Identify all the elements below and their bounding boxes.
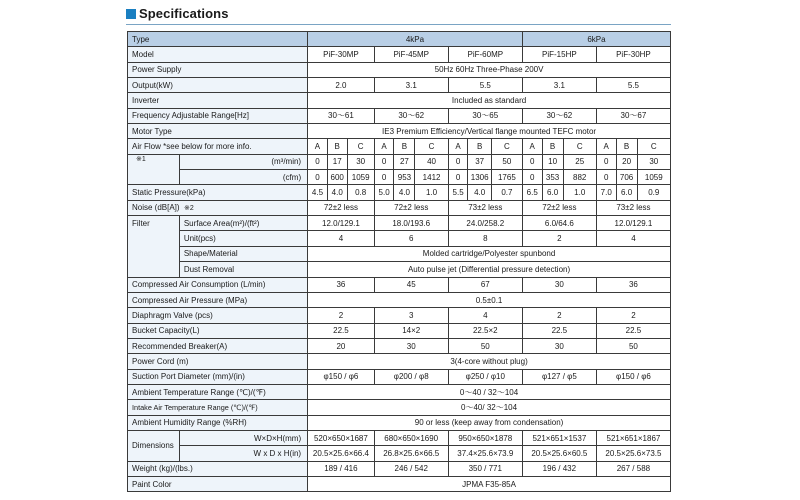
air-flow-cell: 37 <box>468 154 491 169</box>
static-pressure-cell: 0.9 <box>637 185 670 200</box>
air-consumption-cell: 36 <box>596 277 670 292</box>
abc-header: A <box>448 139 468 154</box>
suction-cell: φ200 / φ8 <box>374 369 448 384</box>
model-cell: PiF-60MP <box>448 47 522 62</box>
air-flow-cell: 0 <box>448 154 468 169</box>
suction-cell: φ250 / φ10 <box>448 369 522 384</box>
weight-label: Weight (kg)/(lbs.) <box>128 461 308 476</box>
model-label: Model <box>128 47 308 62</box>
table-row <box>128 277 671 292</box>
air-flow-cell: 953 <box>394 170 415 185</box>
diaphragm-cell: 2 <box>596 308 670 323</box>
noise-title: Noise (dB[A]) <box>132 202 180 212</box>
dimensions-cell: 20.5×25.6×73.5 <box>596 446 670 461</box>
noise-mark: ※2 <box>184 204 194 212</box>
noise-cell: 73±2 less <box>596 200 670 215</box>
filter-label: Filter <box>128 216 180 277</box>
model-cell: PiF-45MP <box>374 47 448 62</box>
power-cord-value: 3(4-core without plug) <box>308 354 671 369</box>
air-consumption-cell: 36 <box>308 277 375 292</box>
air-flow-cell: 10 <box>542 154 563 169</box>
title-underline <box>126 24 671 25</box>
breaker-cell: 50 <box>596 338 670 353</box>
abc-header: C <box>637 139 670 154</box>
model-cell: PiF-30MP <box>308 47 375 62</box>
air-flow-cell: 27 <box>394 154 415 169</box>
air-flow-cell: 40 <box>415 154 448 169</box>
page-title: Specifications <box>139 6 229 21</box>
motor-value: IE3 Premium Efficiency/Vertical flange mounted TEFC motor <box>308 124 671 139</box>
inverter-value: Included as standard <box>308 93 671 108</box>
table-row <box>128 62 671 77</box>
noise-cell: 72±2 less <box>308 200 375 215</box>
breaker-label: Recommended Breaker(A) <box>128 338 308 353</box>
group-6kpa: 6kPa <box>522 32 670 47</box>
dimensions-cell: 37.4×25.6×73.9 <box>448 446 522 461</box>
output-cell: 5.5 <box>596 78 670 93</box>
table-row <box>128 216 671 231</box>
air-flow-cell: 1412 <box>415 170 448 185</box>
section-header <box>126 5 671 27</box>
table-row <box>128 354 671 369</box>
air-flow-title: Air Flow <box>132 142 161 152</box>
static-pressure-cell: 4.0 <box>327 185 347 200</box>
abc-header: A <box>308 139 328 154</box>
table-row <box>128 384 671 399</box>
table-row <box>128 32 671 47</box>
power-supply-value: 50Hz 60Hz Three-Phase 200V <box>308 62 671 77</box>
table-row <box>128 154 671 169</box>
static-pressure-cell: 1.0 <box>415 185 448 200</box>
table-row <box>128 338 671 353</box>
diaphragm-cell: 2 <box>308 308 375 323</box>
table-row <box>128 430 671 445</box>
air-flow-cell: 0 <box>522 154 542 169</box>
table-row <box>128 323 671 338</box>
filter-surface-label: Surface Area(m²)/(ft²) <box>179 216 307 231</box>
air-flow-cell: 0 <box>308 154 328 169</box>
static-pressure-cell: 6.0 <box>542 185 563 200</box>
air-flow-cell: 1765 <box>491 170 522 185</box>
filter-surface-cell: 12.0/129.1 <box>596 216 670 231</box>
power-supply-label: Power Supply <box>128 62 308 77</box>
air-flow-cell: 0 <box>374 170 394 185</box>
weight-cell: 246 / 542 <box>374 461 448 476</box>
frequency-cell: 30～67 <box>596 108 670 123</box>
air-flow-unit-cfm: (cfm) <box>179 170 307 185</box>
static-pressure-cell: 1.0 <box>563 185 596 200</box>
table-row <box>128 78 671 93</box>
abc-header: A <box>522 139 542 154</box>
frequency-cell: 30～65 <box>448 108 522 123</box>
static-pressure-cell: 0.7 <box>491 185 522 200</box>
group-4kpa: 4kPa <box>308 32 523 47</box>
weight-cell: 196 / 432 <box>522 461 596 476</box>
power-cord-label: Power Cord (m) <box>128 354 308 369</box>
output-cell: 3.1 <box>374 78 448 93</box>
diaphragm-label: Diaphragm Valve (pcs) <box>128 308 308 323</box>
dimensions-cell: 20.5×25.6×60.5 <box>522 446 596 461</box>
static-pressure-cell: 4.5 <box>308 185 328 200</box>
model-cell: PiF-15HP <box>522 47 596 62</box>
air-flow-label <box>128 139 308 154</box>
air-pressure-value: 0.5±0.1 <box>308 292 671 307</box>
breaker-cell: 30 <box>374 338 448 353</box>
static-pressure-cell: 5.5 <box>448 185 468 200</box>
abc-header: B <box>468 139 491 154</box>
table-row <box>128 415 671 430</box>
frequency-label: Frequency Adjustable Range[Hz] <box>128 108 308 123</box>
filter-unit-label: Unit(pcs) <box>179 231 307 246</box>
table-row <box>128 47 671 62</box>
table-row <box>128 292 671 307</box>
bucket-cell: 22.5 <box>522 323 596 338</box>
filter-unit-cell: 6 <box>374 231 448 246</box>
suction-cell: φ150 / φ6 <box>596 369 670 384</box>
air-flow-cell: 706 <box>616 170 637 185</box>
weight-cell: 267 / 588 <box>596 461 670 476</box>
static-pressure-label: Static Pressure(kPa) <box>128 185 308 200</box>
table-row <box>128 246 671 261</box>
bucket-label: Bucket Capacity(L) <box>128 323 308 338</box>
dimensions-label: Dimensions <box>128 430 180 461</box>
abc-header: C <box>563 139 596 154</box>
air-flow-cell: 0 <box>374 154 394 169</box>
air-flow-cell: 882 <box>563 170 596 185</box>
bucket-cell: 22.5 <box>308 323 375 338</box>
filter-unit-cell: 8 <box>448 231 522 246</box>
static-pressure-cell: 4.0 <box>468 185 491 200</box>
air-flow-note: *see below for more info. <box>163 142 252 152</box>
air-consumption-cell: 30 <box>522 277 596 292</box>
air-flow-cell: 0 <box>596 170 616 185</box>
table-row <box>128 139 671 154</box>
filter-unit-cell: 4 <box>308 231 375 246</box>
table-row <box>128 262 671 277</box>
filter-shape-value: Molded cartridge/Polyester spunbond <box>308 246 671 261</box>
table-row <box>128 461 671 476</box>
abc-header: C <box>347 139 374 154</box>
filter-unit-cell: 2 <box>522 231 596 246</box>
table-row <box>128 93 671 108</box>
air-flow-mark: ※1 <box>128 154 180 185</box>
abc-header: C <box>491 139 522 154</box>
static-pressure-cell: 4.0 <box>394 185 415 200</box>
table-row <box>128 108 671 123</box>
abc-header: B <box>542 139 563 154</box>
abc-header: B <box>616 139 637 154</box>
air-flow-cell: 0 <box>448 170 468 185</box>
diaphragm-cell: 2 <box>522 308 596 323</box>
air-flow-cell: 0 <box>522 170 542 185</box>
suction-label: Suction Port Diameter (mm)/(in) <box>128 369 308 384</box>
dimensions-cell: 20.5×25.6×66.4 <box>308 446 375 461</box>
intake-temp-label: Intake Air Temperature Range (℃)/(℉) <box>128 400 308 415</box>
air-flow-cell: 17 <box>327 154 347 169</box>
air-flow-cell: 1059 <box>347 170 374 185</box>
weight-cell: 350 / 771 <box>448 461 522 476</box>
output-label: Output(kW) <box>128 78 308 93</box>
humidity-value: 90 or less (keep away from condensation) <box>308 415 671 430</box>
noise-cell: 73±2 less <box>448 200 522 215</box>
ambient-temp-label: Ambient Temperature Range (℃)/(℉) <box>128 384 308 399</box>
model-cell: PiF-30HP <box>596 47 670 62</box>
static-pressure-cell: 5.0 <box>374 185 394 200</box>
air-consumption-cell: 45 <box>374 277 448 292</box>
filter-shape-label: Shape/Material <box>179 246 307 261</box>
air-flow-cell: 25 <box>563 154 596 169</box>
table-row <box>128 170 671 185</box>
dimensions-cell: 521×651×1537 <box>522 430 596 445</box>
dimensions-cell: 26.8×25.6×66.5 <box>374 446 448 461</box>
air-pressure-label: Compressed Air Pressure (MPa) <box>128 292 308 307</box>
bucket-cell: 22.5 <box>596 323 670 338</box>
paint-label: Paint Color <box>128 476 308 491</box>
table-row <box>128 400 671 415</box>
weight-cell: 189 / 416 <box>308 461 375 476</box>
table-row <box>128 185 671 200</box>
breaker-cell: 30 <box>522 338 596 353</box>
air-flow-cell: 1306 <box>468 170 491 185</box>
breaker-cell: 20 <box>308 338 375 353</box>
air-flow-cell: 30 <box>347 154 374 169</box>
bucket-cell: 22.5×2 <box>448 323 522 338</box>
air-flow-cell: 30 <box>637 154 670 169</box>
output-cell: 3.1 <box>522 78 596 93</box>
air-flow-unit-m3: (m³/min) <box>179 154 307 169</box>
ambient-temp-value: 0～40 / 32～104 <box>308 384 671 399</box>
dimensions-cell: 520×650×1687 <box>308 430 375 445</box>
air-flow-cell: 0 <box>596 154 616 169</box>
abc-header: A <box>374 139 394 154</box>
motor-label: Motor Type <box>128 124 308 139</box>
table-row <box>128 231 671 246</box>
air-consumption-label: Compressed Air Consumption (L/min) <box>128 277 308 292</box>
bucket-cell: 14×2 <box>374 323 448 338</box>
filter-dust-label: Dust Removal <box>179 262 307 277</box>
air-flow-cell: 0 <box>308 170 328 185</box>
section-marker-icon <box>126 9 136 19</box>
intake-temp-value: 0～40/ 32～104 <box>308 400 671 415</box>
dimensions-cell: 950×650×1878 <box>448 430 522 445</box>
filter-surface-cell: 18.0/193.6 <box>374 216 448 231</box>
output-cell: 5.5 <box>448 78 522 93</box>
table-row <box>128 308 671 323</box>
air-flow-cell: 1059 <box>637 170 670 185</box>
type-label: Type <box>128 32 308 47</box>
abc-header: A <box>596 139 616 154</box>
filter-surface-cell: 6.0/64.6 <box>522 216 596 231</box>
air-flow-cell: 600 <box>327 170 347 185</box>
static-pressure-cell: 6.0 <box>616 185 637 200</box>
output-cell: 2.0 <box>308 78 375 93</box>
frequency-cell: 30～62 <box>522 108 596 123</box>
humidity-label: Ambient Humidity Range (%RH) <box>128 415 308 430</box>
filter-surface-cell: 12.0/129.1 <box>308 216 375 231</box>
diaphragm-cell: 4 <box>448 308 522 323</box>
air-flow-cell: 50 <box>491 154 522 169</box>
filter-unit-cell: 4 <box>596 231 670 246</box>
dimensions-mm-label: W×D×H(mm) <box>179 430 307 445</box>
abc-header: B <box>327 139 347 154</box>
filter-surface-cell: 24.0/258.2 <box>448 216 522 231</box>
diaphragm-cell: 3 <box>374 308 448 323</box>
dimensions-cell: 680×650×1690 <box>374 430 448 445</box>
static-pressure-cell: 0.8 <box>347 185 374 200</box>
table-row <box>128 200 671 215</box>
static-pressure-cell: 6.5 <box>522 185 542 200</box>
air-flow-cell: 20 <box>616 154 637 169</box>
abc-header: B <box>394 139 415 154</box>
noise-label <box>128 200 308 215</box>
air-flow-cell: 353 <box>542 170 563 185</box>
noise-cell: 72±2 less <box>374 200 448 215</box>
breaker-cell: 50 <box>448 338 522 353</box>
inverter-label: Inverter <box>128 93 308 108</box>
frequency-cell: 30～62 <box>374 108 448 123</box>
static-pressure-cell: 7.0 <box>596 185 616 200</box>
spec-table <box>127 31 671 492</box>
table-row <box>128 476 671 491</box>
table-row <box>128 369 671 384</box>
filter-dust-value: Auto pulse jet (Differential pressure detection) <box>308 262 671 277</box>
suction-cell: φ150 / φ6 <box>308 369 375 384</box>
dimensions-cell: 521×651×1867 <box>596 430 670 445</box>
paint-value: JPMA F35-85A <box>308 476 671 491</box>
dimensions-in-label: W x D x H(in) <box>179 446 307 461</box>
table-row <box>128 446 671 461</box>
table-row <box>128 124 671 139</box>
noise-cell: 72±2 less <box>522 200 596 215</box>
frequency-cell: 30～61 <box>308 108 375 123</box>
abc-header: C <box>415 139 448 154</box>
air-consumption-cell: 67 <box>448 277 522 292</box>
suction-cell: φ127 / φ5 <box>522 369 596 384</box>
